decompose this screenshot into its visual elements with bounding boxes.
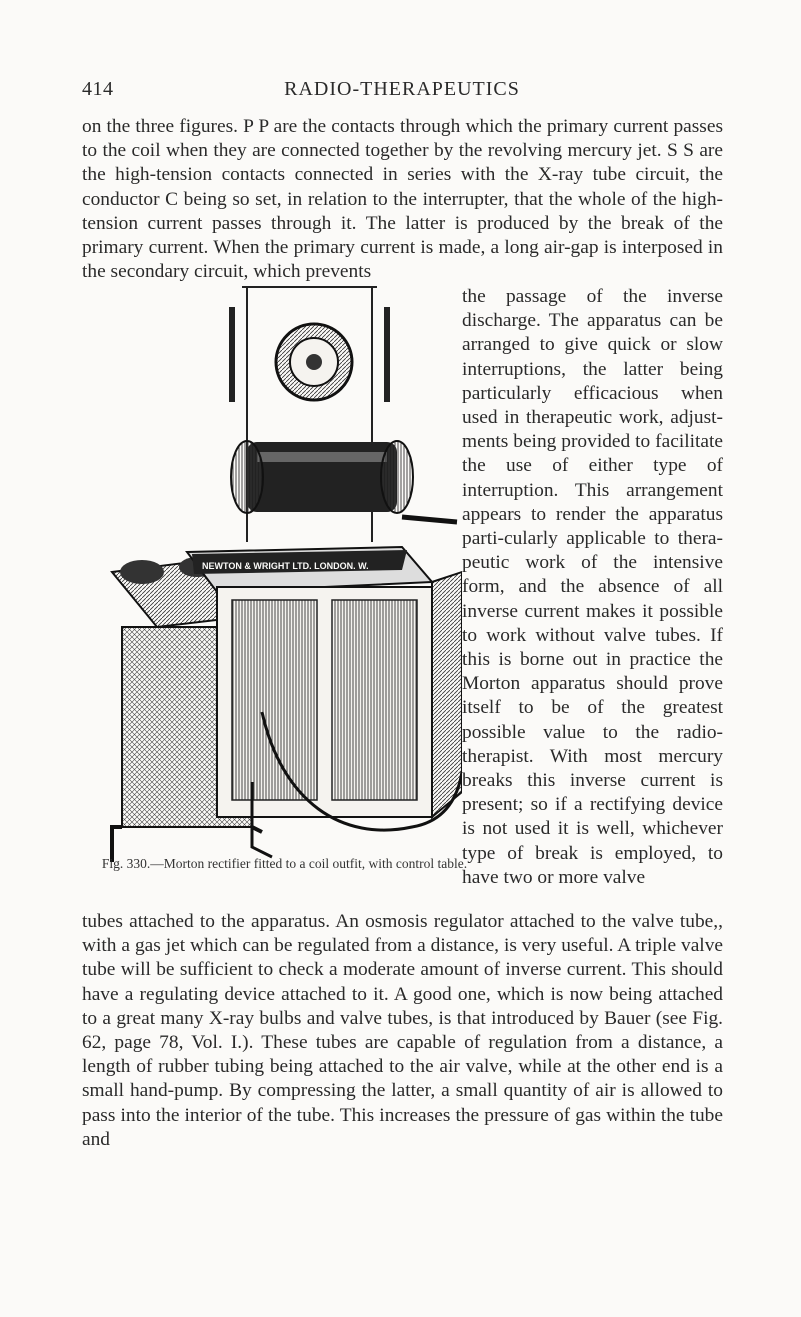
- paragraph-top: on the three figures. P P are the contacts through which the primary current passes to the coil when they are connected together by the revolving mercury jet. S S are the high-tension contacts connected in series with the X-ray tube circuit, the conductor C being so set, in relation to the interrupter, that the whole of the high-tension current passes through it. The latter is produced by the break of the primary current. When the primary current is made, a long air-gap is interposed in the secondary circuit, which prevents: [82, 116, 723, 283]
- page-header: [82, 70, 722, 110]
- running-head: RADIO-THERAPEUTICS: [284, 78, 520, 100]
- paragraph-side: the passage of the inverse discharge. The apparatus can be arranged to give quick or slow interruptions, the latter being particularly efficacious when used in therapeutic work, adjust-ments being provided to facilitate the use of either type of interruption. This arrangement appears to render the apparatus parti-cularly applicable to thera-peutic work of the intensive form, and the absence of all inverse current makes it possible to work without valve tubes. If this is borne out in practice the Morton apparatus should prove itself to be of the greatest possible value to the radio-therapist. With most mercury breaks this inverse current is present; so if a rectifying device is not used it is well, whichever type of break is employed, to have two or more valve: [462, 286, 723, 888]
- meter-dial: [276, 324, 352, 400]
- body-text-side: [462, 285, 723, 890]
- figure-caption: Fig. 330.—Morton rectifier fitted to a coil outfit, with control table.: [101, 856, 468, 871]
- paragraph-bottom: tubes attached to the apparatus. An osmosis regulator attached to the valve tube,, with a gas jet which can be regulated from a distance, is very useful. A triple valve tube will be sufficient to check a moderate amount of inverse current. This should have a regulating device attached to it. A good one, which is now being attached to a great many X-ray bulbs and valve tubes, is that introduced by Bauer (see Fig. 62, page 78, Vol. I.). These tubes are capable of regulation from a distance, a length of rubber tubing being attached to the air valve, while at the other end is a small hand-pump. By compressing the latter, a small quantity of air is allowed to pass into the interior of the tube. This increases the pressure of gas within the tube and: [82, 911, 723, 1150]
- induction-coil: [231, 441, 457, 522]
- figure-330: [82, 282, 462, 882]
- cabinet: [187, 547, 462, 817]
- rectifier-illustration: [82, 282, 462, 862]
- cabinet-label: NEWTON & WRIGHT LTD. LONDON. W.: [202, 561, 369, 571]
- body-text-bottom: [82, 910, 723, 1152]
- page-number: 414: [82, 78, 114, 100]
- body-text-top: [82, 115, 723, 284]
